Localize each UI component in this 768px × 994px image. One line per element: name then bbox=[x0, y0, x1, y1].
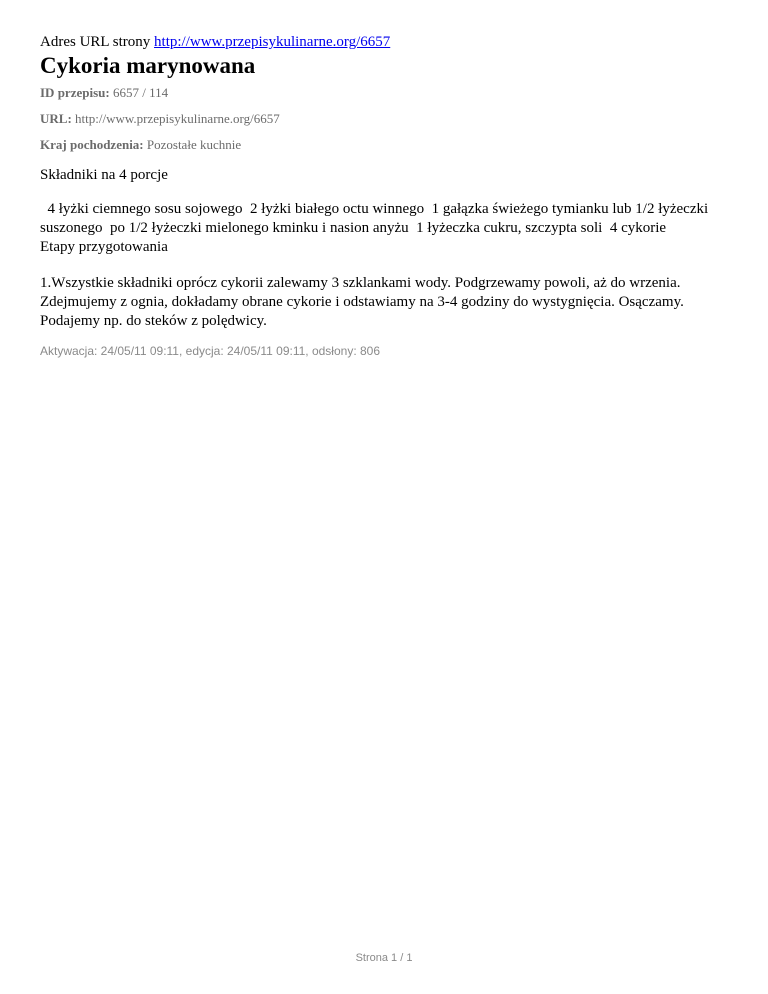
recipe-country-label: Kraj pochodzenia: bbox=[40, 137, 144, 152]
page-url-link[interactable]: http://www.przepisykulinarne.org/6657 bbox=[154, 34, 391, 50]
page-url-line bbox=[40, 32, 730, 52]
recipe-id-line bbox=[40, 84, 730, 101]
recipe-url-line bbox=[40, 110, 730, 127]
recipe-url-label: URL: bbox=[40, 111, 72, 126]
recipe-page bbox=[40, 32, 730, 359]
activity-info: Aktywacja: 24/05/11 09:11, edycja: 24/05/11 09:11, odsłony: 806 bbox=[40, 344, 381, 358]
url-prefix-label: Adres URL strony bbox=[40, 34, 151, 50]
recipe-url-value: http://www.przepisykulinarne.org/6657 bbox=[75, 111, 280, 126]
recipe-country-value: Pozostałe kuchnie bbox=[146, 137, 242, 152]
recipe-title: Cykoria marynowana bbox=[40, 53, 256, 78]
steps-text: 1.Wszystkie składniki oprócz cykorii zalewamy 3 szklankami wody. Podgrzewamy powoli, aż do wrzenia. Zdejmujemy z ognia, dokładamy obrane cykorie i odstawiamy na 3-4 godziny do wystygnięcia. Osączamy. Podajemy np. do steków z polędwicy. bbox=[40, 275, 684, 329]
recipe-country-line bbox=[40, 136, 730, 153]
page-number: Strona 1 / 1 bbox=[355, 952, 413, 964]
recipe-id-label: ID przepisu: bbox=[40, 85, 110, 100]
recipe-id-value: 6657 / 114 bbox=[112, 85, 169, 100]
ingredients-text: 4 łyżki ciemnego sosu sojowego 2 łyżki białego octu winnego 1 gałązka świeżego tymianku lub 1/2 łyżeczki suszonego po 1/2 łyżeczki mielonego kminku i nasion anyżu 1 łyżeczka cukru, szczypta soli 4 cykorie bbox=[40, 201, 712, 236]
steps-heading: Etapy przygotowania bbox=[40, 239, 168, 255]
servings-heading: Składniki na 4 porcje bbox=[40, 167, 168, 183]
